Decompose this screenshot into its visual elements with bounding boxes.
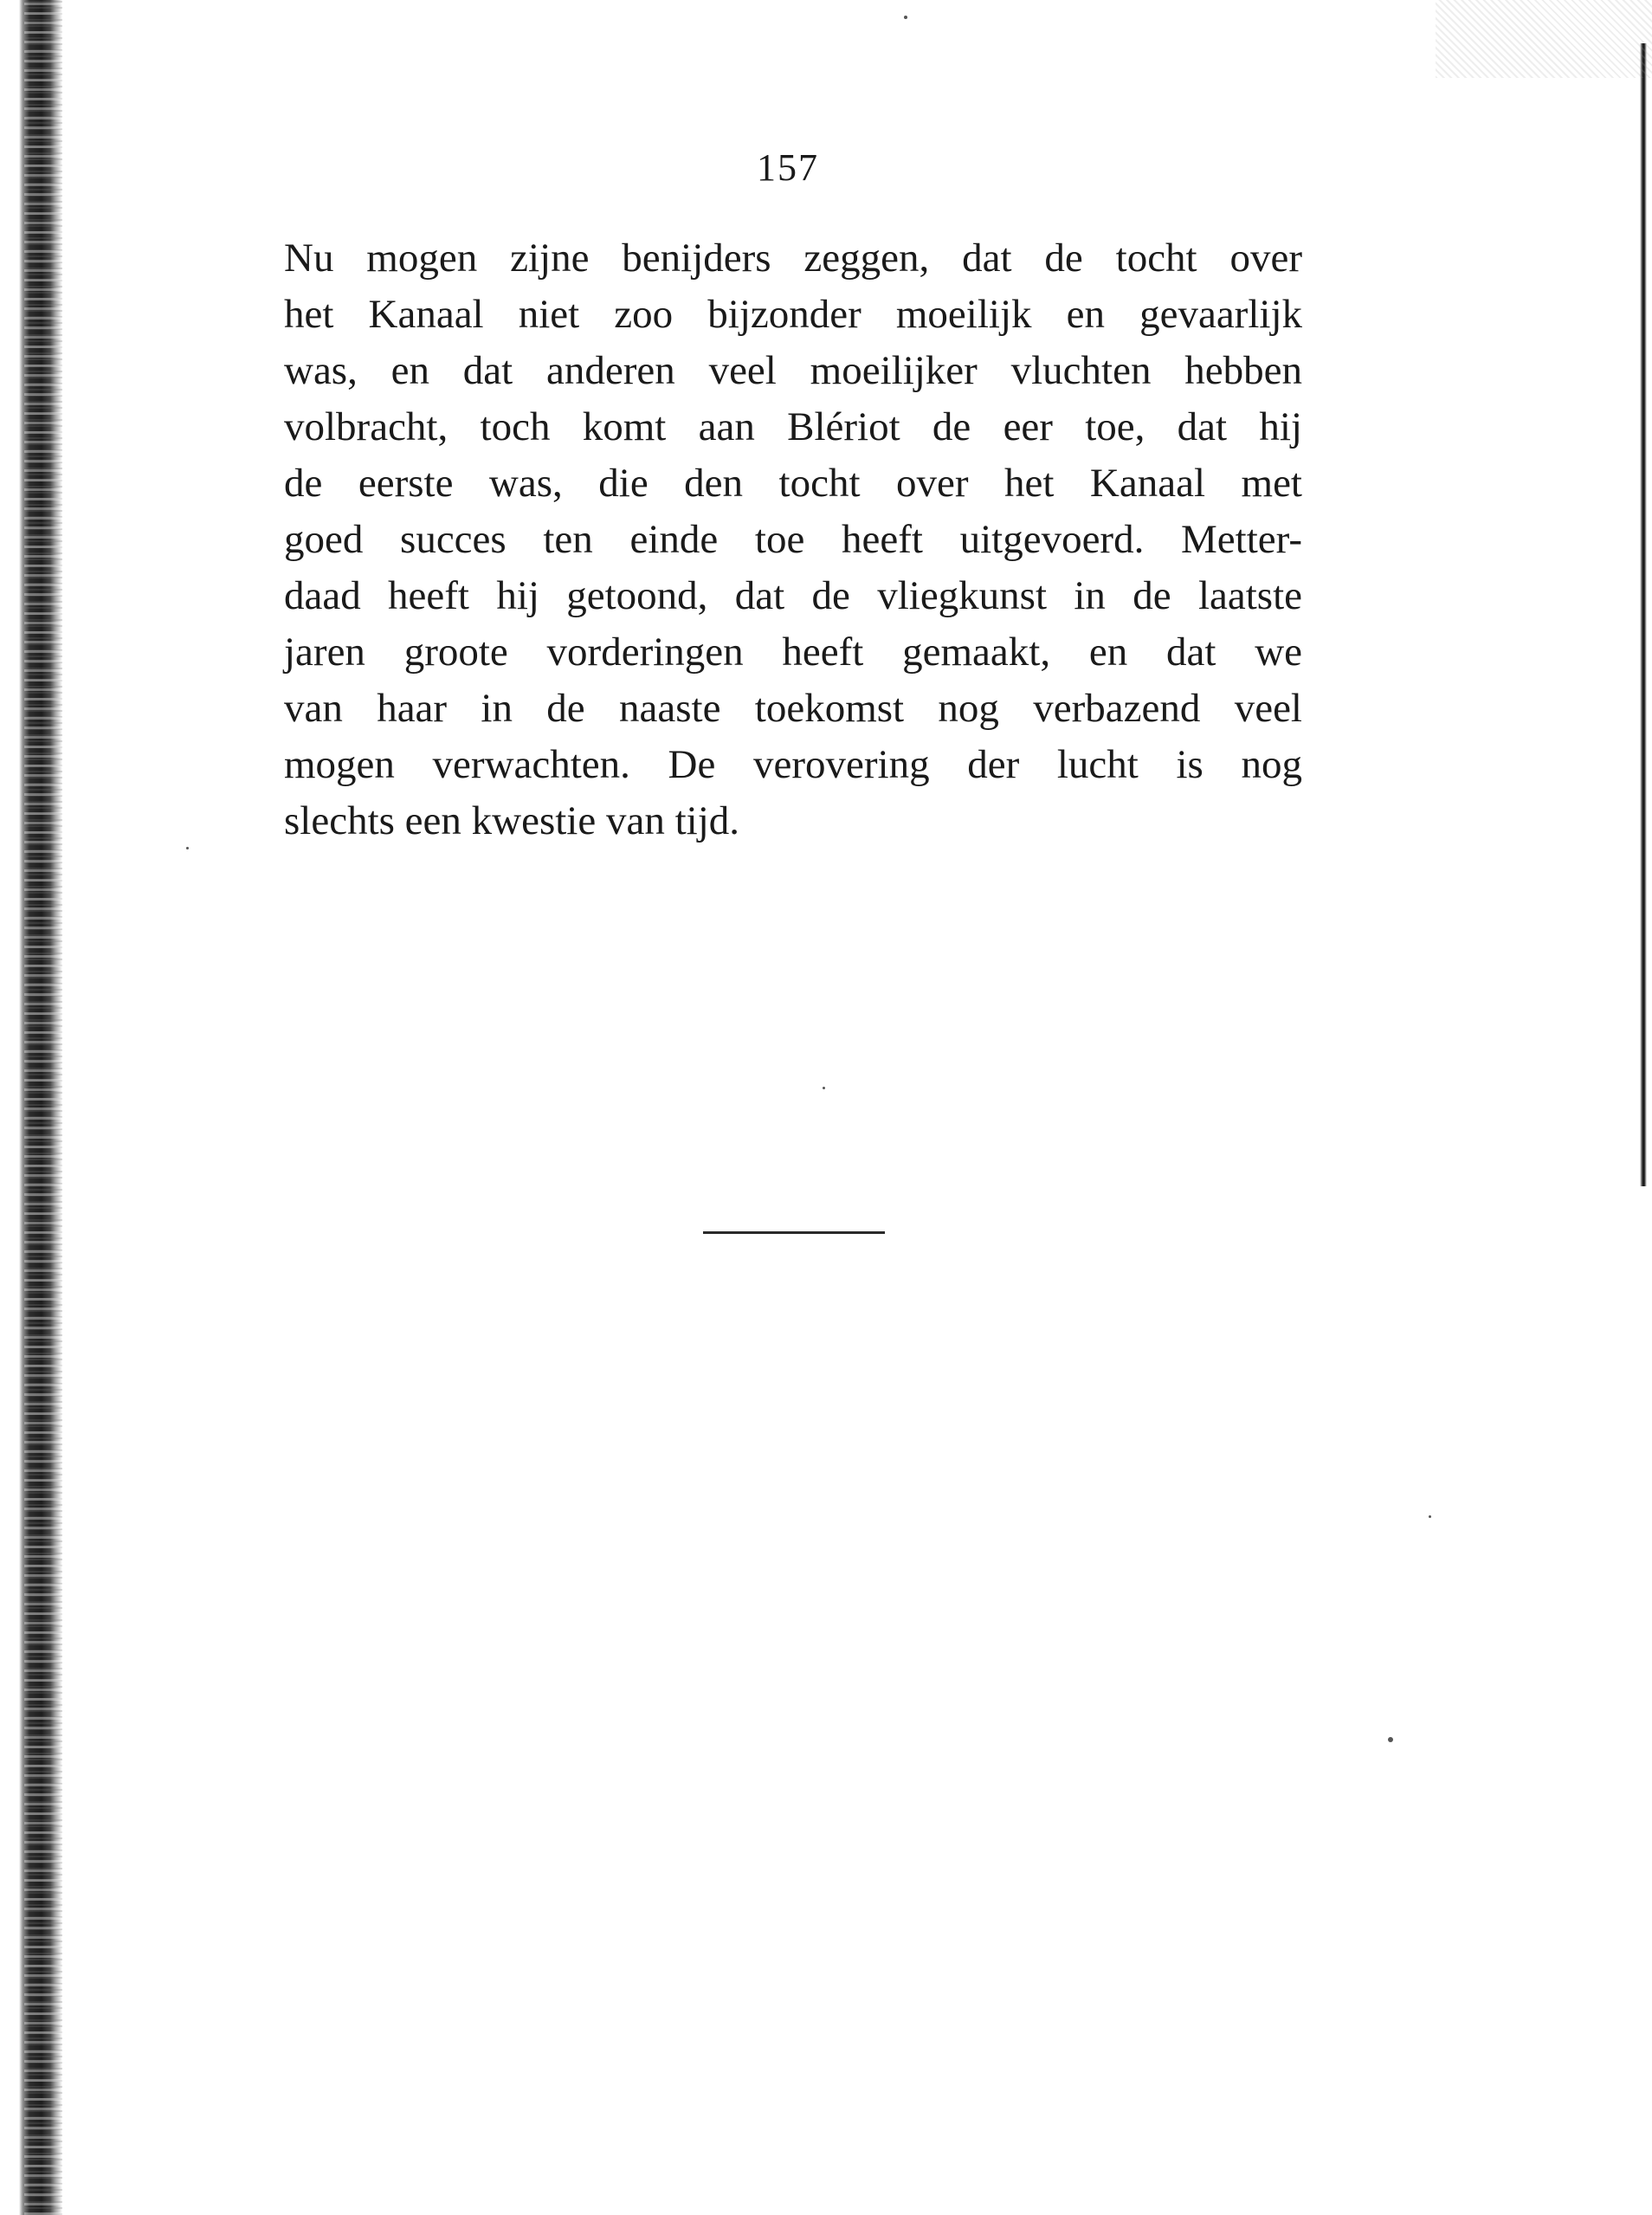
scan-speck	[904, 16, 907, 19]
paragraph-line: jaren groote vorderingen heeft gemaakt, en dat we	[284, 630, 1302, 675]
paragraph-line: slechts een kwestie van tijd.	[284, 798, 739, 843]
paragraph-line: Nu mogen zijne benijders zeggen, dat de tocht over	[284, 236, 1302, 281]
scan-speck	[1388, 1737, 1393, 1742]
paragraph-line: mogen verwachten. De verovering der lucht is nog	[284, 742, 1302, 787]
section-end-rule	[703, 1231, 885, 1234]
scan-corner-noise	[1436, 0, 1652, 78]
scan-speck	[1429, 1515, 1431, 1518]
paragraph-line: was, en dat anderen veel moeilijker vluchten hebben	[284, 348, 1302, 393]
scan-edge-right	[1640, 43, 1647, 1186]
paragraph-line: volbracht, toch komt aan Blériot de eer toe, dat hij	[284, 404, 1302, 449]
paragraph-line: daad heeft hij getoond, dat de vliegkunst in de laatste	[284, 573, 1302, 618]
body-paragraph	[284, 230, 1302, 849]
paragraph-line: de eerste was, die den tocht over het Kanaal met	[284, 461, 1302, 506]
binding-edge-texture	[24, 0, 62, 2215]
page-number: 157	[757, 146, 819, 189]
scan-speck	[186, 847, 189, 849]
scan-speck	[823, 1087, 825, 1089]
paragraph-line: het Kanaal niet zoo bijzonder moeilijk en gevaarlijk	[284, 292, 1302, 337]
paragraph-line: van haar in de naaste toekomst nog verbazend veel	[284, 686, 1302, 731]
paragraph-line: goed succes ten einde toe heeft uitgevoerd. Metter-	[284, 517, 1302, 562]
